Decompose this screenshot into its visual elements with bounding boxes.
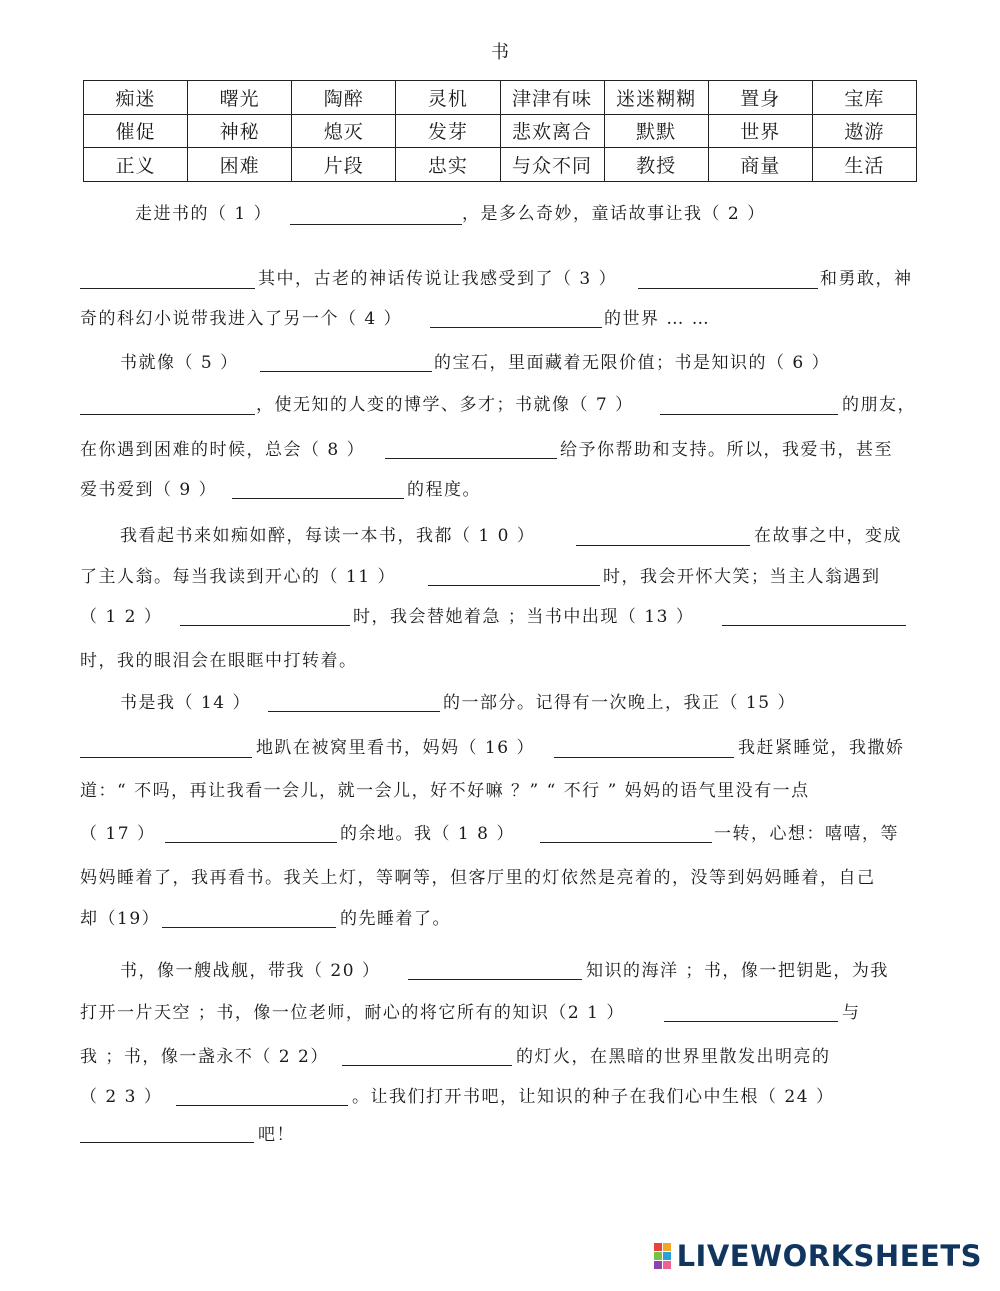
answer-blank-3[interactable] xyxy=(638,287,818,289)
passage-text: 。让我们打开书吧，让知识的种子在我们心中生根（ 24 ） xyxy=(352,1087,835,1107)
passage-text: 吧！ xyxy=(258,1125,295,1145)
answer-blank-12[interactable] xyxy=(180,624,350,626)
passage-text: 的宝石，里面藏着无限价值；书是知识的（ 6 ） xyxy=(434,353,831,373)
answer-blank-18[interactable] xyxy=(540,841,712,843)
answer-blank-4[interactable] xyxy=(430,326,602,328)
word-bank-cell: 教授 xyxy=(604,148,708,182)
word-bank-cell: 催促 xyxy=(84,114,188,148)
passage-text: 其中，古老的神话传说让我感受到了（ 3 ） xyxy=(258,269,618,289)
passage-text: 爱书爱到（ 9 ） xyxy=(80,480,218,500)
passage-text: （ 17 ） xyxy=(80,824,156,844)
liveworksheets-footer xyxy=(654,1239,982,1273)
word-bank-cell: 痴迷 xyxy=(84,81,188,115)
word-bank-cell: 置身 xyxy=(708,81,812,115)
passage-text: 妈妈睡着了，我再看书。我关上灯，等啊等，但客厅里的灯依然是亮着的，没等到妈妈睡着，自己 xyxy=(80,868,876,888)
passage-text: 地趴在被窝里看书，妈妈（ 16 ） xyxy=(256,738,535,758)
passage-text: 的灯火，在黑暗的世界里散发出明亮的 xyxy=(516,1047,831,1067)
word-bank-cell: 熄灭 xyxy=(292,114,396,148)
answer-blank-14[interactable] xyxy=(268,710,440,712)
passage-text: 我赶紧睡觉，我撒娇 xyxy=(738,738,905,758)
passage-text: 的世界 … … xyxy=(604,309,711,329)
passage-text: 了主人翁。每当我读到开心的（ 11 ） xyxy=(80,567,396,587)
word-bank-row xyxy=(84,81,917,115)
passage-text: 知识的海洋 ；书，像一把钥匙，为我 xyxy=(586,961,889,981)
answer-blank-19[interactable] xyxy=(162,926,336,928)
answer-blank-22[interactable] xyxy=(342,1064,512,1066)
word-bank-cell: 津津有味 xyxy=(500,81,604,115)
answer-blank-21[interactable] xyxy=(664,1020,838,1022)
brand-name: LIVEWORKSHEETS xyxy=(676,1239,982,1273)
word-bank-cell: 片段 xyxy=(292,148,396,182)
word-bank-cell: 困难 xyxy=(188,148,292,182)
answer-blank-2[interactable] xyxy=(80,287,255,289)
word-bank-row xyxy=(84,114,917,148)
passage-text: 时，我会开怀大笑；当主人翁遇到 xyxy=(603,567,881,587)
word-bank-cell: 遨游 xyxy=(812,114,916,148)
passage-text: 时，我会替她着急 ；当书中出现（ 13 ） xyxy=(353,607,695,627)
word-bank-cell: 迷迷糊糊 xyxy=(604,81,708,115)
word-bank-cell: 悲欢离合 xyxy=(500,114,604,148)
answer-blank-15[interactable] xyxy=(80,756,252,758)
word-bank-cell: 忠实 xyxy=(396,148,500,182)
passage-text: 的一部分。记得有一次晚上，我正（ 15 ） xyxy=(443,693,796,713)
passage-text: 却（19） xyxy=(80,909,161,929)
answer-blank-5[interactable] xyxy=(260,370,432,372)
answer-blank-7[interactable] xyxy=(660,413,838,415)
passage-text: 的余地。我（ 1 8 ） xyxy=(340,824,515,844)
answer-blank-11[interactable] xyxy=(428,584,600,586)
passage-text: 道：“ 不吗，再让我看一会儿，就一会儿，好不好嘛 ？” “ 不行 ” 妈妈的语气里没有一点 xyxy=(80,781,810,801)
answer-blank-10[interactable] xyxy=(576,544,750,546)
word-bank-cell: 生活 xyxy=(812,148,916,182)
answer-blank-13[interactable] xyxy=(722,624,906,626)
passage-text: 书就像（ 5 ） xyxy=(120,353,239,373)
answer-blank-23[interactable] xyxy=(176,1104,348,1106)
answer-blank-24[interactable] xyxy=(80,1141,254,1143)
passage-text: 在你遇到困难的时候，总会（ 8 ） xyxy=(80,440,366,460)
passage-text: 的先睡着了。 xyxy=(340,909,451,929)
passage-text: （ 2 3 ） xyxy=(80,1087,163,1107)
word-bank-cell: 商量 xyxy=(708,148,812,182)
passage-text: 打开一片天空 ；书，像一位老师，耐心的将它所有的知识（2 1 ） xyxy=(80,1003,625,1023)
passage-text: 和勇敢，神 xyxy=(820,269,913,289)
passage-text: 我看起书来如痴如醉，每读一本书，我都（ 1 0 ） xyxy=(120,526,536,546)
passage-text: 一转，心想：嘻嘻，等 xyxy=(714,824,899,844)
passage-text: ，使无知的人变的博学、多才；书就像（ 7 ） xyxy=(256,395,634,415)
passage-text: 走进书的（ 1 ） xyxy=(135,204,273,224)
word-bank-cell: 默默 xyxy=(604,114,708,148)
answer-blank-1[interactable] xyxy=(290,223,462,225)
word-bank-cell: 正义 xyxy=(84,148,188,182)
passage-text: 时，我的眼泪会在眼眶中打转着。 xyxy=(80,651,358,671)
answer-blank-6[interactable] xyxy=(80,413,255,415)
answer-blank-8[interactable] xyxy=(385,457,557,459)
passage-text: ，是多么奇妙，童话故事让我（ 2 ） xyxy=(462,204,766,224)
passage-text: 与 xyxy=(842,1003,861,1023)
answer-blank-20[interactable] xyxy=(408,978,582,980)
answer-blank-9[interactable] xyxy=(232,497,404,499)
word-bank-cell: 世界 xyxy=(708,114,812,148)
passage-text: 奇的科幻小说带我进入了另一个（ 4 ） xyxy=(80,309,403,329)
answer-blank-16[interactable] xyxy=(554,756,734,758)
passage-text: 书，像一艘战舰，带我（ 20 ） xyxy=(120,961,381,981)
worksheet-title: 书 xyxy=(491,42,509,63)
passage-text: 在故事之中，变成 xyxy=(754,526,902,546)
word-bank-cell: 神秘 xyxy=(188,114,292,148)
passage-text: 给予你帮助和支持。所以，我爱书，甚至 xyxy=(560,440,893,460)
passage-text: 我 ；书，像一盏永不（ 2 2） xyxy=(80,1047,329,1067)
answer-blank-17[interactable] xyxy=(165,841,337,843)
word-bank-cell: 陶醉 xyxy=(292,81,396,115)
word-bank-table xyxy=(83,80,917,182)
word-bank-cell: 灵机 xyxy=(396,81,500,115)
word-bank-cell: 曙光 xyxy=(188,81,292,115)
word-bank-row xyxy=(84,148,917,182)
passage-text: 的朋友， xyxy=(842,395,916,415)
word-bank-cell: 宝库 xyxy=(812,81,916,115)
passage-text: 书是我（ 14 ） xyxy=(120,693,251,713)
word-bank-cell: 与众不同 xyxy=(500,148,604,182)
word-bank-cell: 发芽 xyxy=(396,114,500,148)
passage-text: 的程度。 xyxy=(407,480,481,500)
liveworksheets-logo-icon xyxy=(654,1243,671,1269)
passage-text: （ 1 2 ） xyxy=(80,607,163,627)
